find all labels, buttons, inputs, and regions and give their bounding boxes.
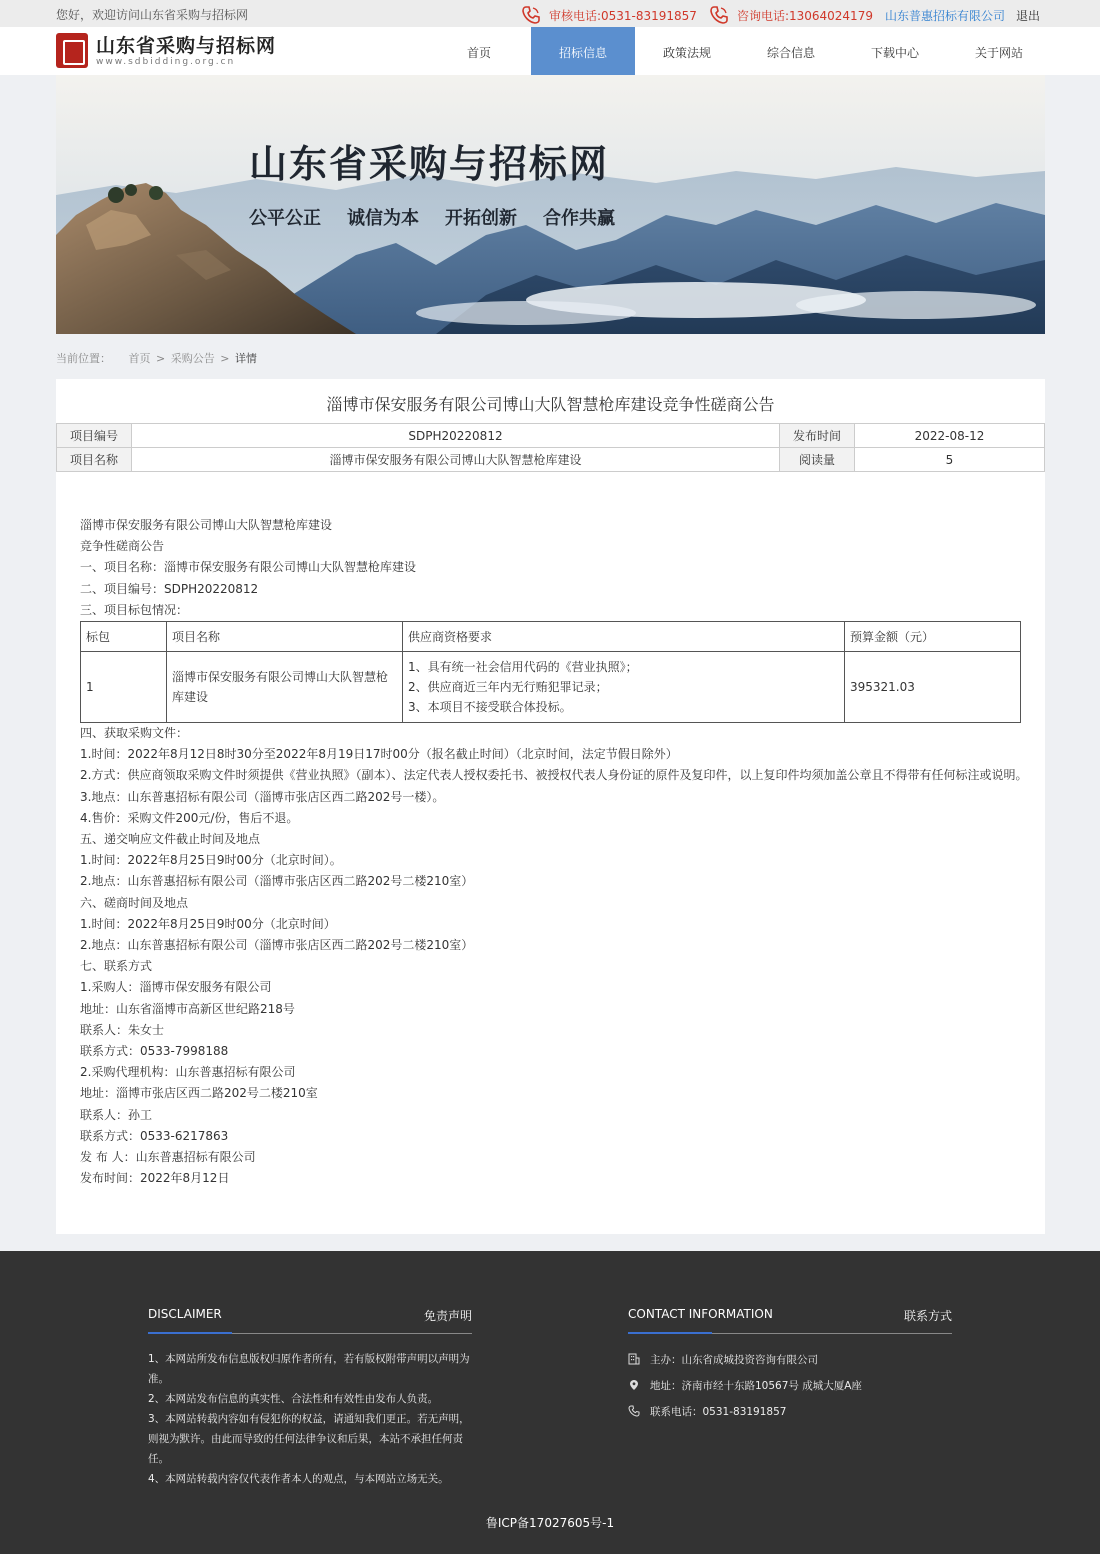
body-line: 七、联系方式 [80, 959, 153, 974]
article-body [80, 515, 1028, 1189]
lot-req-1: 1、具有统一社会信用代码的《营业执照》； [408, 660, 638, 675]
audit-phone [521, 5, 697, 25]
body-line: 发 布 人：山东普惠招标有限公司 [80, 1150, 256, 1165]
lot-req-3: 3、本项目不接受联合体投标。 [408, 700, 572, 715]
logo-title: 山东省采购与招标网 [96, 34, 277, 57]
contact-address: 地址：济南市经十东路10567号 成城大厦A座 [628, 1372, 952, 1398]
body-line: 2.方式：供应商领取采购文件时须提供《营业执照》（副本）、法定代表人授权委托书、被授权代表人身份证的原件及复印件，以上复印件均须加盖公章且不得带有任何标注或说明。 [80, 768, 1028, 783]
footer [0, 1251, 1100, 1554]
icp-number[interactable]: 鲁ICP备17027605号-1 [485, 1516, 615, 1530]
body-line: 一、项目名称：淄博市保安服务有限公司博山大队智慧枪库建设 [80, 560, 417, 575]
list-item: 1、本网站所发布信息版权归原作者所有，若有版权附带声明以声明为准。 [148, 1353, 470, 1385]
nav-downloads[interactable]: 下载中心 [870, 46, 919, 60]
consult-phone [709, 5, 873, 25]
lots-header-id: 标包 [81, 622, 167, 652]
slogan-1: 公平公正 [249, 208, 321, 229]
breadcrumb-label: 当前位置： [56, 352, 111, 365]
body-line: 1.时间：2022年8月25日9时00分（北京时间）。 [80, 853, 342, 868]
breadcrumb-current: 详情 [234, 352, 257, 365]
slogan-4: 合作共赢 [543, 208, 615, 229]
body-line: 联系人：孙工 [80, 1107, 153, 1122]
breadcrumb: 当前位置： 首页 > 采购公告 > 详情 [56, 352, 257, 365]
body-line: 淄博市保安服务有限公司博山大队智慧枪库建设 [80, 518, 333, 532]
nav-about[interactable]: 关于网站 [974, 46, 1023, 60]
body-line: 发布时间：2022年8月12日 [80, 1171, 230, 1186]
meta-date-label: 发布时间 [780, 424, 855, 448]
list-item: 4、本网站转载内容仅代表作者本人的观点，与本网站立场无关。 [148, 1473, 449, 1485]
body-line: 联系人：朱女士 [80, 1022, 165, 1037]
list-item: 2、本网站发布信息的真实性、合法性和有效性由发布人负责。 [148, 1393, 439, 1405]
lot-budget: 395321.03 [845, 652, 1021, 723]
phone-icon [628, 1405, 640, 1417]
meta-views-label: 阅读量 [780, 448, 855, 472]
article-title: 淄博市保安服务有限公司博山大队智慧枪库建设竞争性磋商公告 [326, 395, 775, 414]
phone-icon [709, 5, 729, 25]
body-line: 1.时间：2022年8月12日8时30分至2022年8月19日17时00分（报名截止时间）（北京时间，法定节假日除外） [80, 747, 678, 762]
nav-bidding-info[interactable]: 招标信息 [531, 27, 635, 75]
disclaimer-heading-cn: 免责声明 [423, 1309, 472, 1323]
nav-home[interactable]: 首页 [466, 46, 491, 60]
meta-code-label: 项目编号 [57, 424, 132, 448]
breadcrumb-home[interactable]: 首页 [128, 352, 151, 365]
body-line: 联系方式：0533-7998188 [80, 1044, 229, 1059]
main-nav [427, 27, 1051, 75]
body-line: 三、项目标包情况： [80, 602, 189, 617]
footer-disclaimer [148, 1307, 472, 1489]
body-line: 2.采购代理机构：山东普惠招标有限公司 [80, 1065, 296, 1080]
banner-slogans [249, 204, 641, 230]
body-line: 地址：淄博市张店区西二路202号二楼210室 [80, 1086, 318, 1101]
lots-table [80, 621, 1021, 723]
table-row [81, 652, 1021, 723]
top-bar-right [509, 5, 1040, 25]
site-logo[interactable] [56, 33, 276, 68]
body-line: 3.地点：山东普惠招标有限公司（淄博市张店区西二路202号一楼）。 [80, 789, 445, 804]
audit-phone-text: 审核电话:0531-83191857 [548, 8, 697, 23]
body-line: 竞争性磋商公告 [80, 539, 165, 554]
consult-phone-text: 咨询电话:13064024179 [736, 8, 873, 23]
banner-title: 山东省采购与招标网 [249, 141, 610, 186]
lot-requirements [403, 652, 845, 723]
lot-req-2: 2、供应商近三年内无行贿犯罪记录； [408, 680, 608, 695]
meta-code: SDPH20220812 [132, 424, 780, 448]
lot-id: 1 [81, 652, 167, 723]
body-line: 4.售价：采购文件200元/份，售后不退。 [80, 810, 299, 825]
logout-link[interactable]: 退出 [1015, 8, 1040, 23]
lots-header-name: 项目名称 [167, 622, 403, 652]
article-meta-table [56, 423, 1045, 472]
body-line: 地址：山东省淄博市高新区世纪路218号 [80, 1001, 295, 1016]
contact-heading-cn: 联系方式 [903, 1309, 952, 1323]
logo-seal-icon [56, 33, 88, 68]
meta-name-label: 项目名称 [57, 448, 132, 472]
body-line: 2.地点：山东普惠招标有限公司（淄博市张店区西二路202号二楼210室） [80, 938, 474, 953]
location-pin-icon [628, 1379, 640, 1391]
list-item: 3、本网站转载内容如有侵犯你的权益，请通知我们更正。若无声明，则视为默许。由此而导致的任何法律争议和后果，本站不承担任何责任。 [148, 1413, 470, 1465]
article-card [56, 379, 1045, 1234]
nav-policy[interactable]: 政策法规 [662, 46, 711, 60]
body-line: 1.采购人：淄博市保安服务有限公司 [80, 980, 272, 995]
meta-views: 5 [855, 448, 1045, 472]
company-link[interactable]: 山东普惠招标有限公司 [884, 8, 1005, 23]
disclaimer-heading-en: DISCLAIMER [148, 1307, 222, 1321]
body-line: 二、项目编号：SDPH20220812 [80, 581, 259, 596]
body-line: 六、磋商时间及地点 [80, 895, 189, 910]
body-line: 四、获取采购文件： [80, 726, 189, 741]
logo-url: www.sdbidding.org.cn [96, 56, 236, 67]
top-bar [0, 0, 1100, 27]
meta-name: 淄博市保安服务有限公司博山大队智慧枪库建设 [132, 448, 780, 472]
welcome-text: 您好，欢迎访问山东省采购与招标网 [56, 8, 249, 22]
contact-phone: 联系电话：0531-83191857 [628, 1398, 952, 1424]
breadcrumb-category[interactable]: 采购公告 [170, 352, 215, 365]
slogan-3: 开拓创新 [445, 208, 517, 229]
header [0, 27, 1100, 75]
nav-general-info[interactable]: 综合信息 [766, 46, 815, 60]
lot-name: 淄博市保安服务有限公司博山大队智慧枪库建设 [167, 652, 403, 723]
meta-date: 2022-08-12 [855, 424, 1045, 448]
contact-host: 主办：山东省成城投资咨询有限公司 [628, 1346, 952, 1372]
body-line: 联系方式：0533-6217863 [80, 1128, 229, 1143]
building-icon [628, 1353, 640, 1365]
body-line: 五、递交响应文件截止时间及地点 [80, 832, 261, 847]
hero-banner [56, 75, 1045, 334]
lots-header-budget: 预算金额（元） [845, 622, 1021, 652]
body-line: 2.地点：山东普惠招标有限公司（淄博市张店区西二路202号二楼210室） [80, 874, 474, 889]
lots-header-req: 供应商资格要求 [403, 622, 845, 652]
slogan-2: 诚信为本 [347, 208, 419, 229]
footer-contact [628, 1307, 952, 1424]
phone-icon [521, 5, 541, 25]
contact-heading-en: CONTACT INFORMATION [628, 1307, 773, 1321]
body-line: 1.时间：2022年8月25日9时00分（北京时间） [80, 916, 336, 931]
